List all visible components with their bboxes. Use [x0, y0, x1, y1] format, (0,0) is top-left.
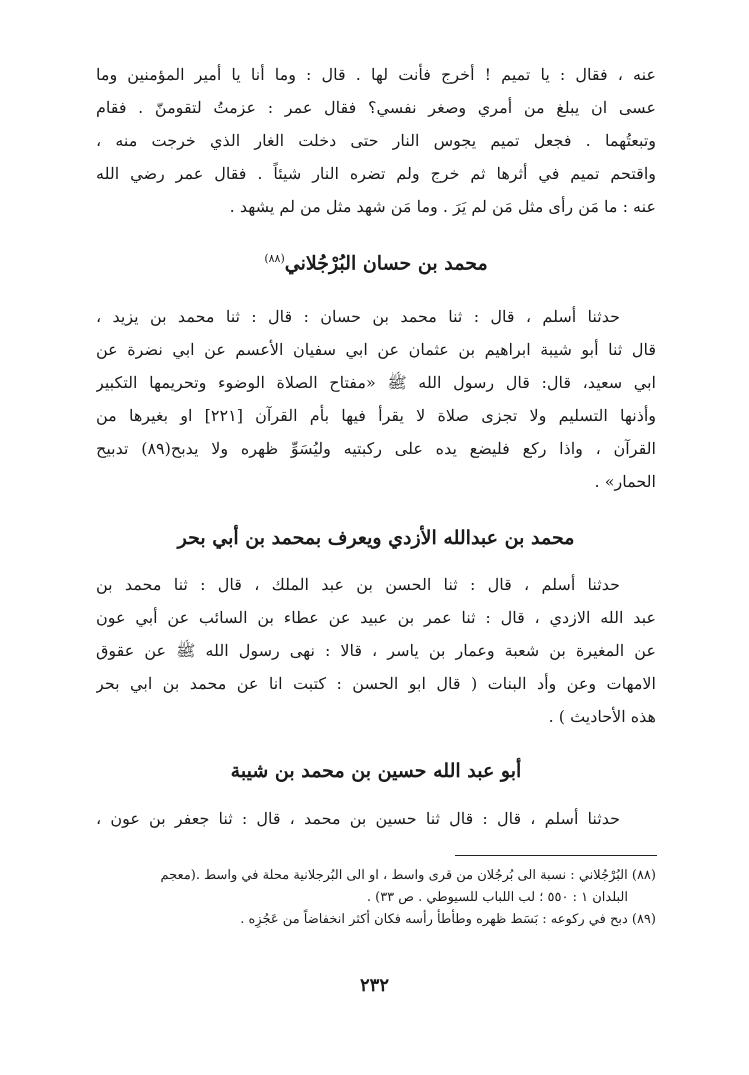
footnote-88-continuation: البلدان ١ : ٥٥٠ ؛ لب اللباب للسيوطي . ص ٣٣) . — [366, 890, 628, 905]
footnote-ref: (٨٨) — [264, 252, 285, 265]
text-line: عنه : ما مَن رأى مثل مَن لم يَرَ . وما مَن شهد مثل من لم يشهد . — [229, 197, 656, 216]
footnote-divider — [455, 855, 657, 856]
text-line: قال ثنا أبو شيبة ابراهيم بن عثمان عن ابي سفيان الأعسم عن ابي نضرة عن — [96, 340, 656, 359]
paragraph-tamim-story — [96, 58, 656, 223]
heading-text: محمد بن حسان البُرْجُلاني — [284, 252, 488, 275]
text-line: واقتحم تميم في أثرها ثم خرج ولم تضره النار شيئاً . فقال عمر رضي الله — [96, 164, 656, 183]
text-line: حدثنا أسلم ، قال : ثنا الحسن بن عبد الملك ، قال : ثنا محمد بن — [96, 575, 620, 594]
footnote-89: (٨٩) دبح في ركوعه : بَسَط ظهره وطأطأ رأسه فكان أكثر انخفاضاً من عَجُزِه . — [240, 912, 656, 927]
section-heading-muhammad-al-azdi — [96, 527, 656, 549]
paragraph-hadith-uquq — [96, 568, 656, 733]
text-line: وتبعتُهما . فجعل تميم يجوس النار حتى دخلت الغار الذي خرجت منه ، — [96, 131, 656, 150]
section-heading-husayn-ibn-shayba — [96, 760, 656, 782]
paragraph-husayn-isnad — [96, 802, 656, 835]
paragraph-hadith-salat — [96, 300, 656, 498]
text-line: عسى ان يبلغ من أمري وصغر نفسي؟ فقال عمر : عزمتُ لتقومنّ . فقام — [96, 98, 656, 117]
text-line: عن المغيرة بن شعبة وعمار بن ياسر ، قالا : نهى رسول الله ﷺ عن عقوق — [96, 641, 656, 660]
text-line: الحمار» . — [594, 472, 656, 491]
heading-text: محمد بن عبدالله الأزدي ويعرف بمحمد بن أبي بحر — [177, 527, 575, 549]
footnotes — [96, 865, 656, 931]
text-line: عنه ، فقال : يا تميم ! أخرج فأنت لها . قال : وما أنا يا أمير المؤمنين وما — [96, 65, 656, 84]
page-number: ٢٣٢ — [359, 975, 389, 996]
text-line: هذه الأحاديث ) . — [548, 707, 656, 726]
text-line: حدثنا أسلم ، قال : ثنا محمد بن حسان : قال : ثنا محمد بن يزيد ، — [96, 307, 620, 326]
text-line: وأذنها التسليم ولا تجزى صلاة لا يقرأ فيها بأم القرآن [٢٢١] او بغيرها من — [96, 406, 656, 425]
section-heading-muhammad-ibn-hassan — [96, 252, 656, 274]
heading-text: أبو عبد الله حسين بن محمد بن شيبة — [230, 760, 522, 782]
footnote-88: (٨٨) البُرْجُلاني : نسبة الى بُرجُلان من قرى واسط ، او الى البُرجلانية محلة في واسط .(معجم — [160, 868, 656, 883]
text-line: عبد الله الازدي ، قال : ثنا عمر بن عبيد عن عطاء بن السائب عن أبي عون — [96, 608, 656, 627]
text-line: ابي سعيد، قال: قال رسول الله ﷺ «مفتاح الصلاة الوضوء وتحريمها التكبير — [96, 373, 656, 392]
text-line: الامهات وعن وأد البنات ( قال ابو الحسن : كتبت انا عن محمد بن ابي بحر — [96, 674, 656, 693]
text-line: القرآن ، واذا ركع فليضع يده على ركبتيه وليُسَوِّ ظهره ولا يدبح(٨٩) تدبيح — [96, 439, 656, 458]
text-line: حدثنا أسلم ، قال : قال ثنا حسين بن محمد ، قال : ثنا جعفر بن عون ، — [96, 809, 620, 828]
